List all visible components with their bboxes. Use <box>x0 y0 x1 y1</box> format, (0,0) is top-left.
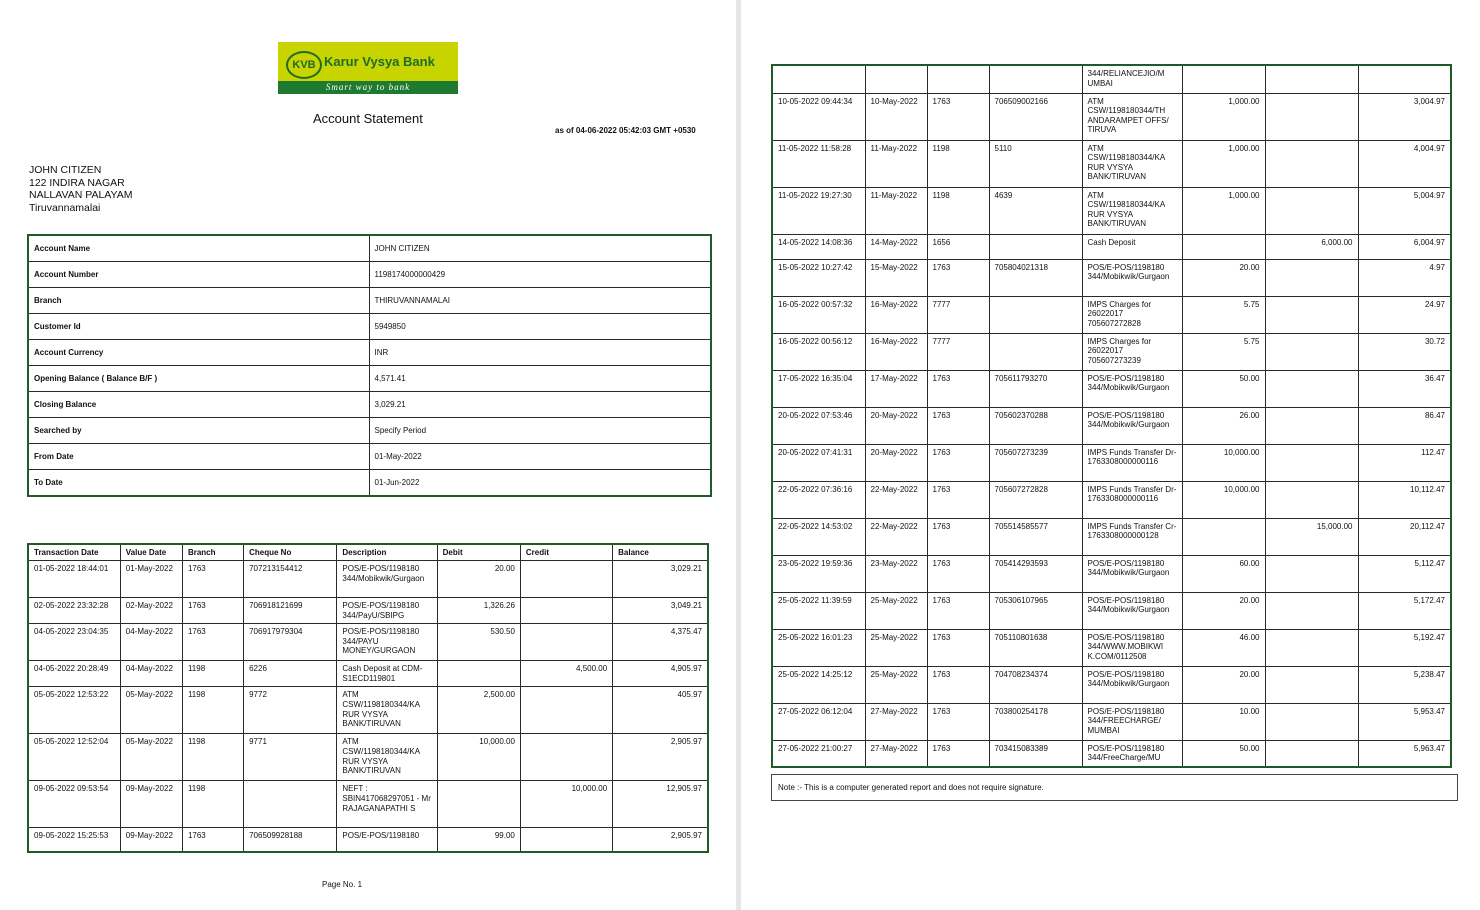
cell-credit: 6,000.00 <box>1265 234 1358 259</box>
cell-cheque-no: 705306107965 <box>989 592 1082 629</box>
info-value: THIRUVANNAMALAI <box>369 288 711 314</box>
cell-debit: 10,000.00 <box>1182 444 1265 481</box>
cell-cheque-no: 706918121699 <box>244 598 337 624</box>
cell-description: POS/E-POS/1198180 344/Mobikwik/Gurgaon <box>1082 259 1182 296</box>
cell-branch: 1763 <box>927 259 989 296</box>
cell-cheque-no: 9772 <box>244 687 337 734</box>
cell-branch: 1763 <box>927 666 989 703</box>
cell-branch: 1763 <box>927 444 989 481</box>
address-line: JOHN CITIZEN <box>29 164 102 176</box>
table-row <box>28 828 708 852</box>
info-value: 01-Jun-2022 <box>369 470 711 497</box>
cell-debit <box>437 661 520 687</box>
cell-balance: 4,004.97 <box>1358 140 1451 187</box>
cell-value-date: 09-May-2022 <box>120 781 182 828</box>
table-row <box>772 333 1451 370</box>
cell-description: POS/E-POS/1198180 344/Mobikwik/Gurgaon <box>1082 592 1182 629</box>
cell-debit: 1,326.26 <box>437 598 520 624</box>
cell-cheque-no: 703800254178 <box>989 703 1082 740</box>
table-row <box>772 740 1451 767</box>
cell-branch: 1198 <box>182 734 243 781</box>
cell-transaction-date: 09-05-2022 15:25:53 <box>28 828 120 852</box>
cell-description: ATM CSW/1198180344/TH ANDARAMPET OFFS/ TIRUVA <box>1082 93 1182 140</box>
column-header-debit: Debit <box>437 544 520 561</box>
cell-credit <box>520 828 612 852</box>
cell-credit <box>1265 259 1358 296</box>
cell-debit: 46.00 <box>1182 629 1265 666</box>
cell-balance: 5,004.97 <box>1358 187 1451 234</box>
table-header-row <box>28 544 708 561</box>
cell-value-date: 23-May-2022 <box>865 555 927 592</box>
cell-balance: 5,953.47 <box>1358 703 1451 740</box>
page-number: Page No. 1 <box>322 880 363 889</box>
cell-debit: 20.00 <box>1182 666 1265 703</box>
cell-description: POS/E-POS/1198180 344/Mobikwik/Gurgaon <box>1082 555 1182 592</box>
cell-description: 344/RELIANCEJIO/M UMBAI <box>1082 65 1182 93</box>
cell-transaction-date: 04-05-2022 20:28:49 <box>28 661 120 687</box>
cell-transaction-date <box>772 65 865 93</box>
cell-description: IMPS Funds Transfer Dr-1763308000000116 <box>1082 481 1182 518</box>
table-row <box>28 687 708 734</box>
cell-credit <box>1265 65 1358 93</box>
cell-credit <box>520 734 612 781</box>
address-line: Tiruvannamalai <box>29 201 101 214</box>
info-label: Searched by <box>28 418 369 444</box>
address-line: 122 INDIRA NAGAR <box>29 176 125 189</box>
cell-credit <box>520 687 612 734</box>
column-header-branch: Branch <box>182 544 243 561</box>
cell-cheque-no <box>989 296 1082 333</box>
table-row <box>772 666 1451 703</box>
cell-transaction-date: 22-05-2022 07:36:16 <box>772 481 865 518</box>
cell-value-date: 02-May-2022 <box>120 598 182 624</box>
cell-balance: 5,172.47 <box>1358 592 1451 629</box>
cell-value-date: 01-May-2022 <box>120 561 182 598</box>
cell-transaction-date: 23-05-2022 19:59:36 <box>772 555 865 592</box>
info-value: 3,029.21 <box>369 392 711 418</box>
table-row <box>28 561 708 598</box>
cell-value-date: 25-May-2022 <box>865 629 927 666</box>
cell-credit <box>1265 296 1358 333</box>
cell-value-date: 09-May-2022 <box>120 828 182 852</box>
cell-branch <box>927 65 989 93</box>
cell-credit <box>1265 93 1358 140</box>
cell-branch: 1763 <box>182 828 243 852</box>
cell-branch: 1198 <box>927 187 989 234</box>
cell-balance: 10,112.47 <box>1358 481 1451 518</box>
table-row <box>772 370 1451 407</box>
cell-debit: 10,000.00 <box>437 734 520 781</box>
address-line: NALLAVAN PALAYAM <box>29 189 133 201</box>
cell-description: ATM CSW/1198180344/KA RUR VYSYA BANK/TIRUVAN <box>1082 187 1182 234</box>
cell-debit: 50.00 <box>1182 740 1265 767</box>
cell-branch: 1763 <box>927 370 989 407</box>
cell-value-date: 05-May-2022 <box>120 734 182 781</box>
cell-debit: 2,500.00 <box>437 687 520 734</box>
cell-description: IMPS Charges for 26022017 705607273239 <box>1082 333 1182 370</box>
cell-credit <box>1265 407 1358 444</box>
cell-cheque-no <box>989 234 1082 259</box>
cell-credit <box>1265 629 1358 666</box>
cell-value-date: 11-May-2022 <box>865 140 927 187</box>
cell-balance: 3,049.21 <box>613 598 708 624</box>
info-label: To Date <box>28 470 369 497</box>
transactions-table-page1 <box>27 543 709 853</box>
cell-debit: 60.00 <box>1182 555 1265 592</box>
cell-transaction-date: 11-05-2022 19:27:30 <box>772 187 865 234</box>
table-row <box>772 518 1451 555</box>
info-row <box>28 366 711 392</box>
cell-description: POS/E-POS/1198180 344/Mobikwik/Gurgaon <box>1082 370 1182 407</box>
cell-credit <box>1265 187 1358 234</box>
info-row <box>28 340 711 366</box>
cell-transaction-date: 20-05-2022 07:53:46 <box>772 407 865 444</box>
cell-description: ATM CSW/1198180344/KA RUR VYSYA BANK/TIRUVAN <box>337 734 437 781</box>
cell-credit <box>520 561 612 598</box>
table-row <box>772 93 1451 140</box>
info-label: Account Number <box>28 262 369 288</box>
cell-balance: 12,905.97 <box>613 781 708 828</box>
kvb-emblem-icon: KVB <box>286 51 322 79</box>
cell-description: POS/E-POS/1198180 344/PAYU MONEY/GURGAON <box>337 624 437 661</box>
cell-balance: 30.72 <box>1358 333 1451 370</box>
info-label: Customer Id <box>28 314 369 340</box>
cell-credit <box>520 598 612 624</box>
cell-credit <box>1265 592 1358 629</box>
cell-cheque-no: 706509002166 <box>989 93 1082 140</box>
cell-description: POS/E-POS/1198180 344/Mobikwik/Gurgaon <box>1082 666 1182 703</box>
cell-transaction-date: 27-05-2022 21:00:27 <box>772 740 865 767</box>
cell-credit <box>1265 444 1358 481</box>
column-header-transaction-date: Transaction Date <box>28 544 120 561</box>
cell-credit <box>1265 481 1358 518</box>
cell-balance: 6,004.97 <box>1358 234 1451 259</box>
as-of-timestamp: as of 04-06-2022 05:42:03 GMT +0530 <box>555 126 696 135</box>
info-row <box>28 470 711 497</box>
cell-credit: 10,000.00 <box>520 781 612 828</box>
cell-debit: 10,000.00 <box>1182 481 1265 518</box>
cell-cheque-no: 705110801638 <box>989 629 1082 666</box>
cell-cheque-no <box>989 333 1082 370</box>
column-header-description: Description <box>337 544 437 561</box>
page-divider <box>736 0 741 910</box>
table-row <box>772 259 1451 296</box>
transactions-table-page2 <box>771 64 1452 768</box>
cell-cheque-no: 705804021318 <box>989 259 1082 296</box>
cell-debit: 10.00 <box>1182 703 1265 740</box>
cell-branch: 1763 <box>927 407 989 444</box>
cell-credit <box>1265 740 1358 767</box>
cell-description: IMPS Charges for 26022017 705607272828 <box>1082 296 1182 333</box>
cell-branch: 1763 <box>182 561 243 598</box>
column-header-cheque-no: Cheque No <box>244 544 337 561</box>
cell-credit <box>1265 666 1358 703</box>
cell-transaction-date: 16-05-2022 00:56:12 <box>772 333 865 370</box>
cell-value-date: 17-May-2022 <box>865 370 927 407</box>
cell-cheque-no <box>989 65 1082 93</box>
info-row <box>28 235 711 262</box>
cell-credit: 4,500.00 <box>520 661 612 687</box>
cell-credit <box>1265 140 1358 187</box>
cell-value-date: 11-May-2022 <box>865 187 927 234</box>
cell-value-date: 04-May-2022 <box>120 624 182 661</box>
cell-credit <box>1265 370 1358 407</box>
cell-cheque-no: 707213154412 <box>244 561 337 598</box>
cell-description: POS/E-POS/1198180 344/Mobikwik/Gurgaon <box>1082 407 1182 444</box>
cell-cheque-no: 705611793270 <box>989 370 1082 407</box>
footer-note: Note :- This is a computer generated report and does not require signature. <box>771 774 1458 801</box>
cell-value-date: 27-May-2022 <box>865 703 927 740</box>
cell-balance <box>1358 65 1451 93</box>
cell-balance: 4,375.47 <box>613 624 708 661</box>
cell-transaction-date: 22-05-2022 14:53:02 <box>772 518 865 555</box>
info-row <box>28 288 711 314</box>
cell-branch: 7777 <box>927 296 989 333</box>
cell-transaction-date: 01-05-2022 18:44:01 <box>28 561 120 598</box>
cell-credit <box>520 624 612 661</box>
cell-balance: 4.97 <box>1358 259 1451 296</box>
cell-balance: 2,905.97 <box>613 828 708 852</box>
cell-description: POS/E-POS/1198180 344/Mobikwik/Gurgaon <box>337 561 437 598</box>
table-row <box>28 734 708 781</box>
cell-debit <box>437 781 520 828</box>
cell-debit: 1,000.00 <box>1182 93 1265 140</box>
account-info-table <box>27 234 712 497</box>
table-row <box>772 444 1451 481</box>
cell-cheque-no: 5110 <box>989 140 1082 187</box>
cell-branch: 1656 <box>927 234 989 259</box>
info-value: JOHN CITIZEN <box>369 235 711 262</box>
cell-debit: 99.00 <box>437 828 520 852</box>
cell-debit: 530.50 <box>437 624 520 661</box>
table-row <box>772 140 1451 187</box>
cell-debit: 26.00 <box>1182 407 1265 444</box>
cell-branch: 1763 <box>927 703 989 740</box>
cell-transaction-date: 25-05-2022 11:39:59 <box>772 592 865 629</box>
cell-value-date: 22-May-2022 <box>865 481 927 518</box>
table-row <box>772 629 1451 666</box>
cell-cheque-no: 705514585577 <box>989 518 1082 555</box>
cell-branch: 1763 <box>927 629 989 666</box>
cell-cheque-no: 706509928188 <box>244 828 337 852</box>
info-row <box>28 418 711 444</box>
table-row <box>772 481 1451 518</box>
cell-cheque-no: 703415083389 <box>989 740 1082 767</box>
page-title: Account Statement <box>313 111 423 126</box>
cell-transaction-date: 09-05-2022 09:53:54 <box>28 781 120 828</box>
info-row <box>28 262 711 288</box>
cell-branch: 1198 <box>182 661 243 687</box>
cell-credit <box>1265 333 1358 370</box>
cell-balance: 4,905.97 <box>613 661 708 687</box>
table-row <box>772 65 1451 93</box>
column-header-value-date: Value Date <box>120 544 182 561</box>
cell-transaction-date: 02-05-2022 23:32:28 <box>28 598 120 624</box>
cell-debit: 5.75 <box>1182 333 1265 370</box>
cell-value-date: 10-May-2022 <box>865 93 927 140</box>
bank-name: Karur Vysya Bank <box>324 54 435 69</box>
table-row <box>772 592 1451 629</box>
cell-value-date: 25-May-2022 <box>865 592 927 629</box>
cell-balance: 112.47 <box>1358 444 1451 481</box>
table-row <box>28 624 708 661</box>
cell-branch: 1763 <box>927 93 989 140</box>
cell-value-date: 16-May-2022 <box>865 296 927 333</box>
cell-cheque-no: 705414293593 <box>989 555 1082 592</box>
cell-debit <box>1182 518 1265 555</box>
bank-logo <box>278 42 458 94</box>
cell-branch: 1763 <box>927 740 989 767</box>
cell-branch: 1763 <box>927 518 989 555</box>
info-row <box>28 392 711 418</box>
info-label: From Date <box>28 444 369 470</box>
cell-transaction-date: 14-05-2022 14:08:36 <box>772 234 865 259</box>
cell-branch: 1763 <box>182 624 243 661</box>
info-value: 1198174000000429 <box>369 262 711 288</box>
cell-transaction-date: 15-05-2022 10:27:42 <box>772 259 865 296</box>
cell-description: Cash Deposit <box>1082 234 1182 259</box>
cell-cheque-no: 4639 <box>989 187 1082 234</box>
cell-description: IMPS Funds Transfer Dr-1763308000000116 <box>1082 444 1182 481</box>
info-label: Account Currency <box>28 340 369 366</box>
cell-branch: 1198 <box>182 687 243 734</box>
cell-debit: 5.75 <box>1182 296 1265 333</box>
cell-cheque-no: 9771 <box>244 734 337 781</box>
info-row <box>28 314 711 340</box>
table-row <box>28 781 708 828</box>
cell-credit <box>1265 555 1358 592</box>
table-row <box>28 598 708 624</box>
table-row <box>772 296 1451 333</box>
cell-value-date <box>865 65 927 93</box>
cell-description: POS/E-POS/1198180 <box>337 828 437 852</box>
table-row <box>772 234 1451 259</box>
info-value: INR <box>369 340 711 366</box>
cell-description: POS/E-POS/1198180 344/PayU/SBIPG <box>337 598 437 624</box>
cell-transaction-date: 04-05-2022 23:04:35 <box>28 624 120 661</box>
cell-transaction-date: 17-05-2022 16:35:04 <box>772 370 865 407</box>
cell-description: POS/E-POS/1198180 344/FREECHARGE/ MUMBAI <box>1082 703 1182 740</box>
info-value: 5949850 <box>369 314 711 340</box>
column-header-credit: Credit <box>520 544 612 561</box>
info-value: Specify Period <box>369 418 711 444</box>
cell-debit: 50.00 <box>1182 370 1265 407</box>
cell-description: IMPS Funds Transfer Cr-1763308000000128 <box>1082 518 1182 555</box>
table-row <box>28 661 708 687</box>
info-value: 4,571.41 <box>369 366 711 392</box>
cell-debit: 20.00 <box>1182 592 1265 629</box>
info-label: Branch <box>28 288 369 314</box>
column-header-balance: Balance <box>613 544 708 561</box>
cell-branch: 1763 <box>927 592 989 629</box>
cell-cheque-no: 705607273239 <box>989 444 1082 481</box>
cell-debit: 20.00 <box>437 561 520 598</box>
cell-value-date: 05-May-2022 <box>120 687 182 734</box>
info-label: Opening Balance ( Balance B/F ) <box>28 366 369 392</box>
cell-cheque-no <box>244 781 337 828</box>
cell-cheque-no: 705602370288 <box>989 407 1082 444</box>
info-label: Closing Balance <box>28 392 369 418</box>
cell-value-date: 04-May-2022 <box>120 661 182 687</box>
cell-value-date: 20-May-2022 <box>865 407 927 444</box>
cell-balance: 36.47 <box>1358 370 1451 407</box>
cell-balance: 24.97 <box>1358 296 1451 333</box>
cell-branch: 1763 <box>182 598 243 624</box>
info-row <box>28 444 711 470</box>
table-row <box>772 187 1451 234</box>
cell-cheque-no: 6226 <box>244 661 337 687</box>
cell-credit: 15,000.00 <box>1265 518 1358 555</box>
customer-address <box>29 164 132 214</box>
cell-balance: 405.97 <box>613 687 708 734</box>
cell-value-date: 27-May-2022 <box>865 740 927 767</box>
cell-debit <box>1182 65 1265 93</box>
cell-balance: 5,192.47 <box>1358 629 1451 666</box>
cell-transaction-date: 11-05-2022 11:58:28 <box>772 140 865 187</box>
cell-branch: 1198 <box>927 140 989 187</box>
info-value: 01-May-2022 <box>369 444 711 470</box>
cell-balance: 86.47 <box>1358 407 1451 444</box>
cell-branch: 1763 <box>927 481 989 518</box>
cell-value-date: 14-May-2022 <box>865 234 927 259</box>
cell-transaction-date: 16-05-2022 00:57:32 <box>772 296 865 333</box>
table-row <box>772 703 1451 740</box>
cell-debit: 1,000.00 <box>1182 140 1265 187</box>
cell-cheque-no: 706917979304 <box>244 624 337 661</box>
table-row <box>772 555 1451 592</box>
cell-balance: 20,112.47 <box>1358 518 1451 555</box>
cell-credit <box>1265 703 1358 740</box>
cell-balance: 5,112.47 <box>1358 555 1451 592</box>
cell-balance: 5,963.47 <box>1358 740 1451 767</box>
cell-description: NEFT : SBIN417068297051 - Mr RAJAGANAPATHI S <box>337 781 437 828</box>
cell-branch: 7777 <box>927 333 989 370</box>
cell-value-date: 22-May-2022 <box>865 518 927 555</box>
cell-debit: 1,000.00 <box>1182 187 1265 234</box>
cell-branch: 1198 <box>182 781 243 828</box>
cell-transaction-date: 20-05-2022 07:41:31 <box>772 444 865 481</box>
cell-cheque-no: 705607272828 <box>989 481 1082 518</box>
cell-value-date: 20-May-2022 <box>865 444 927 481</box>
cell-transaction-date: 05-05-2022 12:53:22 <box>28 687 120 734</box>
info-label: Account Name <box>28 235 369 262</box>
cell-debit: 20.00 <box>1182 259 1265 296</box>
cell-balance: 2,905.97 <box>613 734 708 781</box>
cell-branch: 1763 <box>927 555 989 592</box>
cell-description: POS/E-POS/1198180 344/FreeCharge/MU <box>1082 740 1182 767</box>
table-row <box>772 407 1451 444</box>
cell-description: Cash Deposit at CDM-S1ECD119801 <box>337 661 437 687</box>
cell-description: POS/E-POS/1198180 344/WWW.MOBIKWI K.COM/0112508 <box>1082 629 1182 666</box>
cell-transaction-date: 25-05-2022 14:25:12 <box>772 666 865 703</box>
cell-transaction-date: 27-05-2022 06:12:04 <box>772 703 865 740</box>
cell-value-date: 25-May-2022 <box>865 666 927 703</box>
cell-transaction-date: 25-05-2022 16:01:23 <box>772 629 865 666</box>
bank-tagline: Smart way to bank <box>278 81 458 94</box>
cell-description: ATM CSW/1198180344/KA RUR VYSYA BANK/TIRUVAN <box>337 687 437 734</box>
cell-transaction-date: 05-05-2022 12:52:04 <box>28 734 120 781</box>
cell-debit <box>1182 234 1265 259</box>
cell-transaction-date: 10-05-2022 09:44:34 <box>772 93 865 140</box>
cell-cheque-no: 704708234374 <box>989 666 1082 703</box>
cell-balance: 5,238.47 <box>1358 666 1451 703</box>
cell-balance: 3,029.21 <box>613 561 708 598</box>
cell-value-date: 15-May-2022 <box>865 259 927 296</box>
cell-description: ATM CSW/1198180344/KA RUR VYSYA BANK/TIRUVAN <box>1082 140 1182 187</box>
cell-value-date: 16-May-2022 <box>865 333 927 370</box>
cell-balance: 3,004.97 <box>1358 93 1451 140</box>
